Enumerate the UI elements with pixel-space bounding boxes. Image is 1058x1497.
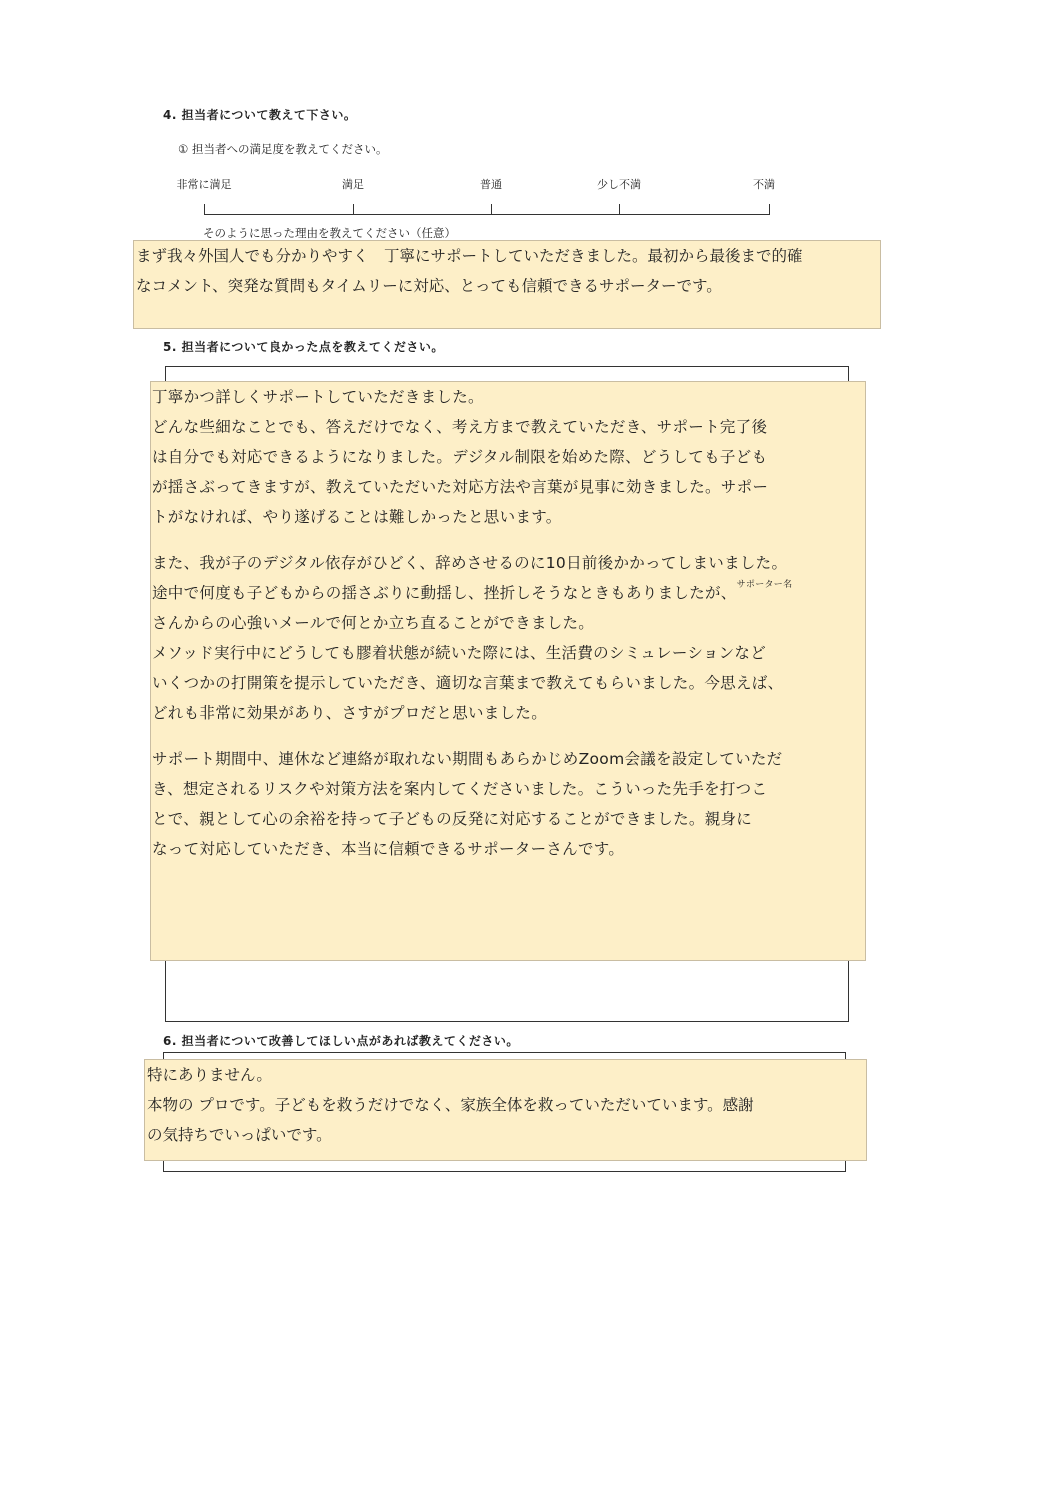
q6-heading: 6. 担当者について改善してほしい点があれば教えてください。 [163,1034,519,1048]
answer-line: いくつかの打開策を提示していただき、適切な言葉まで教えてもらいました。今思えば、 [152,674,784,692]
answer-text: 途中で何度も子どもからの揺さぶりに動揺し、挫折しそうなときもありましたが、 [152,584,737,602]
q4-heading: 4. 担当者について教えて下さい。 [163,108,357,122]
answer-line: き、想定されるリスクや対策方法を案内してくださいました。こういった先手を打つこ [152,780,768,798]
answer-line: が揺さぶってきますが、教えていただいた対応方法や言葉が見事に効きました。サポー [152,478,769,496]
scale-tick [769,204,770,215]
q5-heading: 5. 担当者について良かった点を教えてください。 [163,340,444,354]
q4-answer-box [133,240,881,329]
answer-line: まず我々外国人でも分かりやすく 丁寧にサポートしていただきました。最初から最後まで的確 [136,247,803,265]
answer-line: 特にありません。 [147,1066,272,1084]
scale-label-neutral: 普通 [480,178,502,191]
answer-line: メソッド実行中にどうしても膠着状態が続いた際には、生活費のシミュレーションなど [152,644,767,662]
scale-line [204,214,770,215]
scale-label-dissatisfied: 不満 [753,178,775,191]
answer-line: トがなければ、やり遂げることは難しかったと思います。 [152,508,562,526]
answer-line: さんからの心強いメールで何とか立ち直ることができました。 [152,614,595,632]
answer-line: なって対応していただき、本当に信頼できるサポーターさんです。 [152,840,625,858]
answer-line: は自分でも対応できるようになりました。デジタル制限を始めた際、どうしても子ども [152,448,768,466]
scale-tick [619,204,620,215]
q5-answer-box [150,381,866,961]
answer-line: なコメント、突発な質問もタイムリーに対応、とっても信頼できるサポーターです。 [136,277,722,295]
scale-tick [353,204,354,215]
answer-line: どんな些細なことでも、答えだけでなく、考え方まで教えていただき、サポート完了後 [152,418,768,436]
answer-line: どれも非常に効果があり、さすがプロだと思いました。 [152,704,548,722]
answer-line: の気持ちでいっぱいです。 [147,1126,332,1144]
scale-tick [491,204,492,215]
answer-line [152,578,865,608]
answer-line: サポート期間中、連休など連絡が取れない期間もあらかじめZoom会議を設定していただ [152,750,783,768]
scale-label-satisfied: 満足 [342,178,364,191]
scale-tick [204,204,205,215]
answer-line: また、我が子のデジタル依存がひどく、辞めさせるのに10日前後かかってしまいました。 [152,554,788,572]
scale-label-very-satisfied: 非常に満足 [176,178,232,191]
scale-label-slightly-dissatisfied: 少し不満 [597,178,641,191]
q6-answer-box [144,1059,867,1161]
q4-sub-question: ① 担当者への満足度を教えてください。 [178,142,388,156]
q4-reason-label: そのように思った理由を教えてください（任意） [203,226,456,240]
answer-line: 本物の プロです。子どもを救うだけでなく、家族全体を救っていただいています。感謝 [147,1096,754,1114]
answer-line: 丁寧かつ詳しくサポートしていただきました。 [152,388,484,406]
supporter-name: サポーター名 [736,580,793,590]
answer-line: とで、親として心の余裕を持って子どもの反発に対応することができました。親身に [152,810,753,828]
